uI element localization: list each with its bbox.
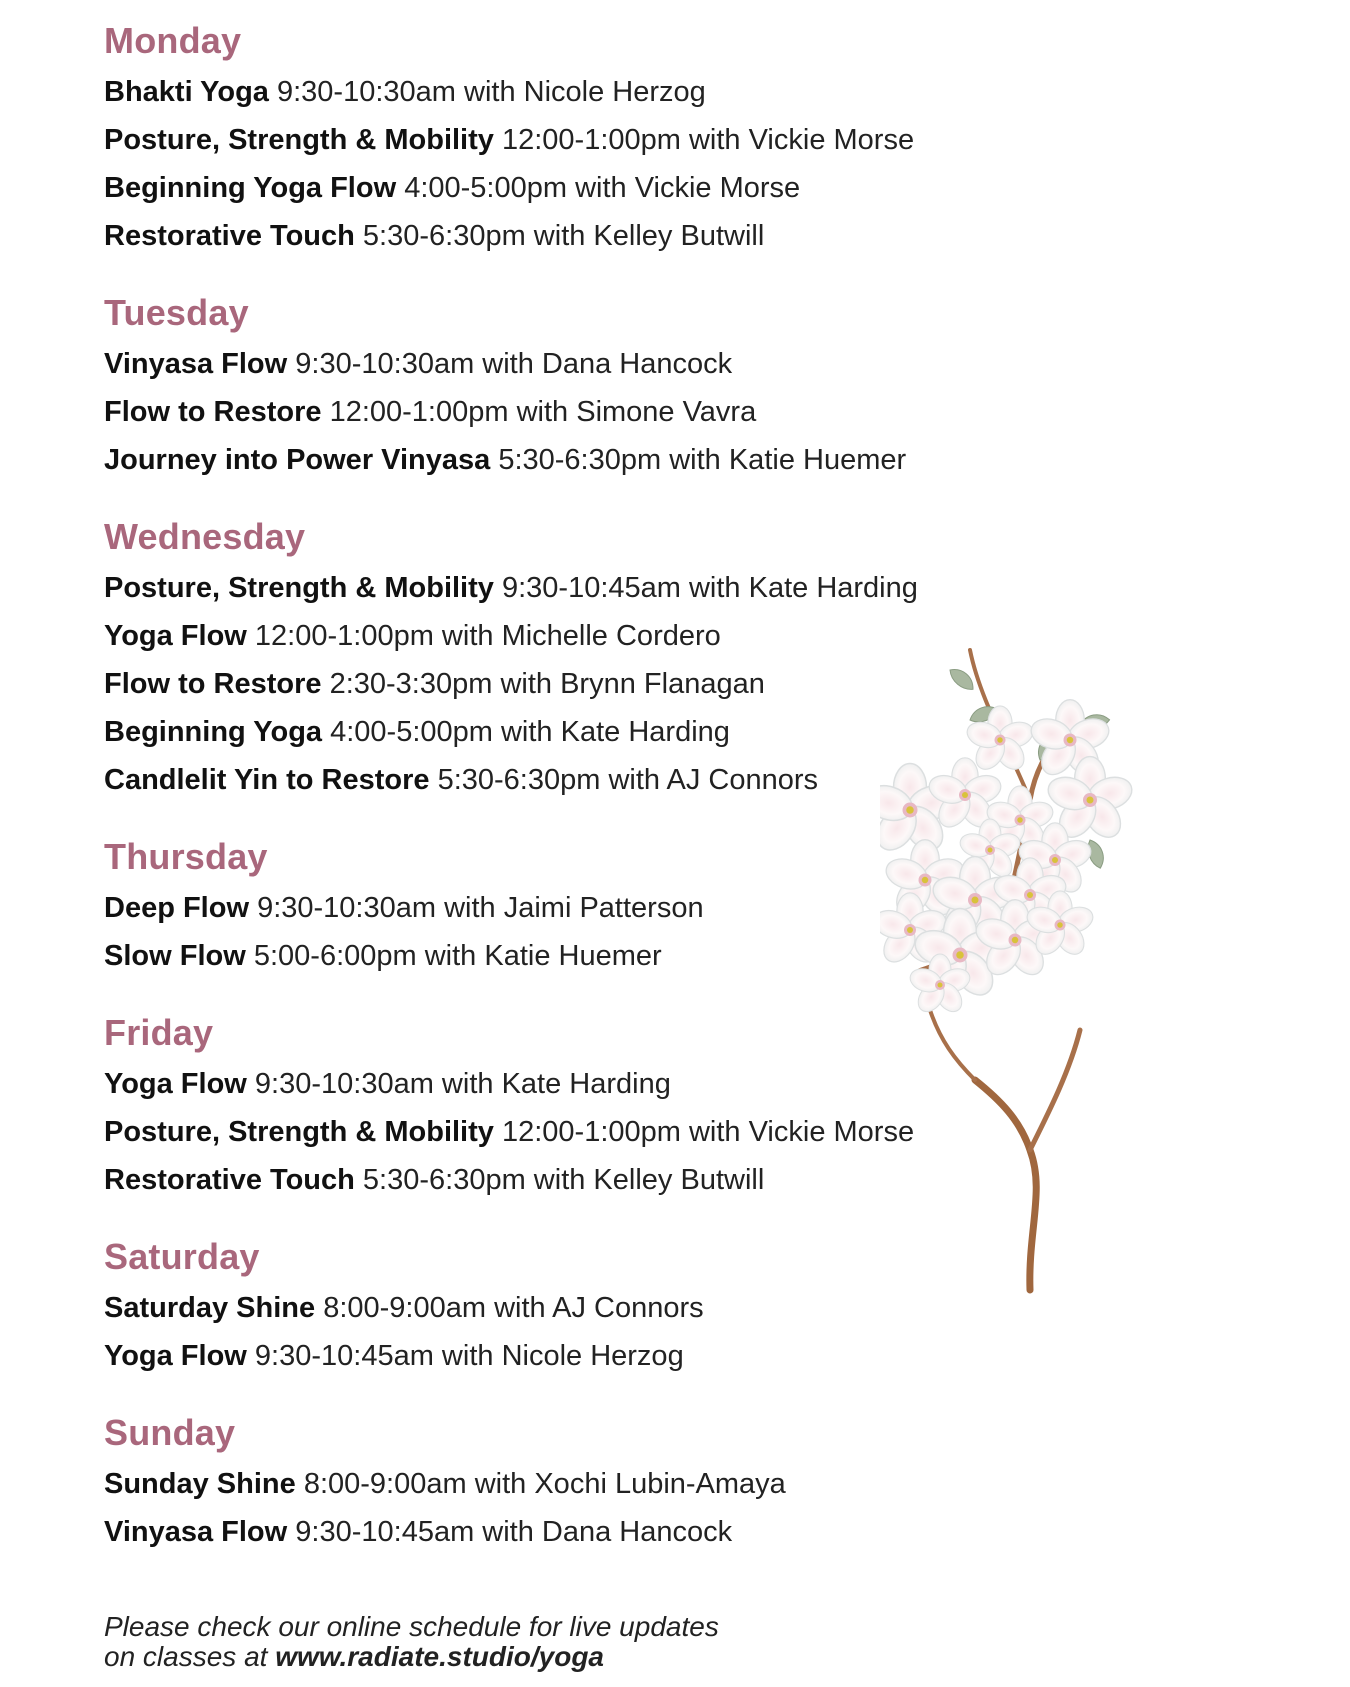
class-time-instructor: 2:30-3:30pm with Brynn Flanagan [329, 668, 765, 700]
day-block-thursday [104, 834, 1004, 980]
day-heading: Thursday [104, 836, 268, 877]
day-block-monday [104, 18, 1004, 260]
class-item [104, 564, 1004, 612]
class-list [104, 340, 1004, 484]
class-item [104, 212, 1004, 260]
class-time-instructor: 5:00-6:00pm with Katie Huemer [253, 940, 662, 972]
weekly-schedule [104, 18, 1004, 1586]
day-block-sunday [104, 1410, 1004, 1556]
class-list [104, 68, 1004, 260]
class-name: Vinyasa Flow [104, 1516, 288, 1548]
class-list [104, 564, 1004, 804]
class-name: Flow to Restore [104, 668, 322, 700]
class-item [104, 1284, 1004, 1332]
class-name: Posture, Strength & Mobility [104, 572, 494, 604]
class-name: Yoga Flow [104, 1340, 247, 1372]
class-item [104, 1508, 1004, 1556]
class-item [104, 884, 1004, 932]
class-time-instructor: 9:30-10:30am with Jaimi Patterson [257, 892, 704, 924]
class-list [104, 1284, 1004, 1380]
class-time-instructor: 9:30-10:30am with Dana Hancock [295, 348, 733, 380]
class-list [104, 1060, 1004, 1204]
day-block-friday [104, 1010, 1004, 1204]
class-name: Journey into Power Vinyasa [104, 444, 491, 476]
class-name: Deep Flow [104, 892, 250, 924]
day-heading: Saturday [104, 1236, 260, 1277]
class-item [104, 164, 1004, 212]
class-item [104, 756, 1004, 804]
class-time-instructor: 4:00-5:00pm with Kate Harding [330, 716, 730, 748]
class-time-instructor: 5:30-6:30pm with Kelley Butwill [362, 220, 765, 252]
day-block-saturday [104, 1234, 1004, 1380]
cherry-blossom-branch-icon [880, 630, 1240, 1310]
class-list [104, 1460, 1004, 1556]
class-time-instructor: 9:30-10:30am with Kate Harding [254, 1068, 671, 1100]
class-time-instructor: 12:00-1:00pm with Simone Vavra [329, 396, 757, 428]
day-heading: Sunday [104, 1412, 236, 1453]
footer-line-1: Please check our online schedule for live updates [104, 1611, 719, 1642]
class-time-instructor: 5:30-6:30pm with AJ Connors [437, 764, 818, 796]
class-item [104, 68, 1004, 116]
class-item [104, 1460, 1004, 1508]
class-list [104, 884, 1004, 980]
class-name: Beginning Yoga [104, 716, 323, 748]
class-name: Restorative Touch [104, 1164, 355, 1196]
class-name: Beginning Yoga Flow [104, 172, 397, 204]
class-name: Slow Flow [104, 940, 246, 972]
class-time-instructor: 9:30-10:45am with Dana Hancock [295, 1516, 733, 1548]
class-item [104, 1156, 1004, 1204]
class-time-instructor: 9:30-10:45am with Nicole Herzog [254, 1340, 684, 1372]
class-time-instructor: 12:00-1:00pm with Michelle Cordero [254, 620, 721, 652]
class-time-instructor: 5:30-6:30pm with Kelley Butwill [362, 1164, 765, 1196]
class-time-instructor: 8:00-9:00am with Xochi Lubin-Amaya [303, 1468, 786, 1500]
class-time-instructor: 8:00-9:00am with AJ Connors [323, 1292, 704, 1324]
class-time-instructor: 5:30-6:30pm with Katie Huemer [498, 444, 907, 476]
class-name: Yoga Flow [104, 620, 247, 652]
footer-line-2 [104, 1642, 719, 1672]
class-time-instructor: 12:00-1:00pm with Vickie Morse [501, 1116, 915, 1148]
class-time-instructor: 9:30-10:30am with Nicole Herzog [276, 76, 706, 108]
class-item [104, 708, 1004, 756]
class-item [104, 340, 1004, 388]
class-item [104, 1332, 1004, 1380]
class-name: Flow to Restore [104, 396, 322, 428]
day-block-tuesday [104, 290, 1004, 484]
class-item [104, 612, 1004, 660]
class-item [104, 660, 1004, 708]
website-url: www.radiate.studio/yoga [275, 1641, 604, 1672]
class-item [104, 932, 1004, 980]
day-heading: Wednesday [104, 516, 306, 557]
class-item [104, 116, 1004, 164]
day-heading: Friday [104, 1012, 214, 1053]
class-name: Vinyasa Flow [104, 348, 288, 380]
class-name: Sunday Shine [104, 1468, 296, 1500]
class-item [104, 388, 1004, 436]
class-name: Candlelit Yin to Restore [104, 764, 430, 796]
class-item [104, 1060, 1004, 1108]
class-name: Restorative Touch [104, 220, 355, 252]
footer-line-2-prefix: on classes at [104, 1641, 276, 1672]
footer-note [104, 1612, 719, 1672]
class-name: Bhakti Yoga [104, 76, 269, 108]
class-name: Saturday Shine [104, 1292, 316, 1324]
class-name: Yoga Flow [104, 1068, 247, 1100]
day-block-wednesday [104, 514, 1004, 804]
class-item [104, 1108, 1004, 1156]
class-name: Posture, Strength & Mobility [104, 1116, 494, 1148]
class-name: Posture, Strength & Mobility [104, 124, 494, 156]
class-time-instructor: 12:00-1:00pm with Vickie Morse [501, 124, 915, 156]
class-time-instructor: 9:30-10:45am with Kate Harding [501, 572, 918, 604]
class-item [104, 436, 1004, 484]
day-heading: Monday [104, 20, 242, 61]
class-time-instructor: 4:00-5:00pm with Vickie Morse [404, 172, 801, 204]
day-heading: Tuesday [104, 292, 249, 333]
